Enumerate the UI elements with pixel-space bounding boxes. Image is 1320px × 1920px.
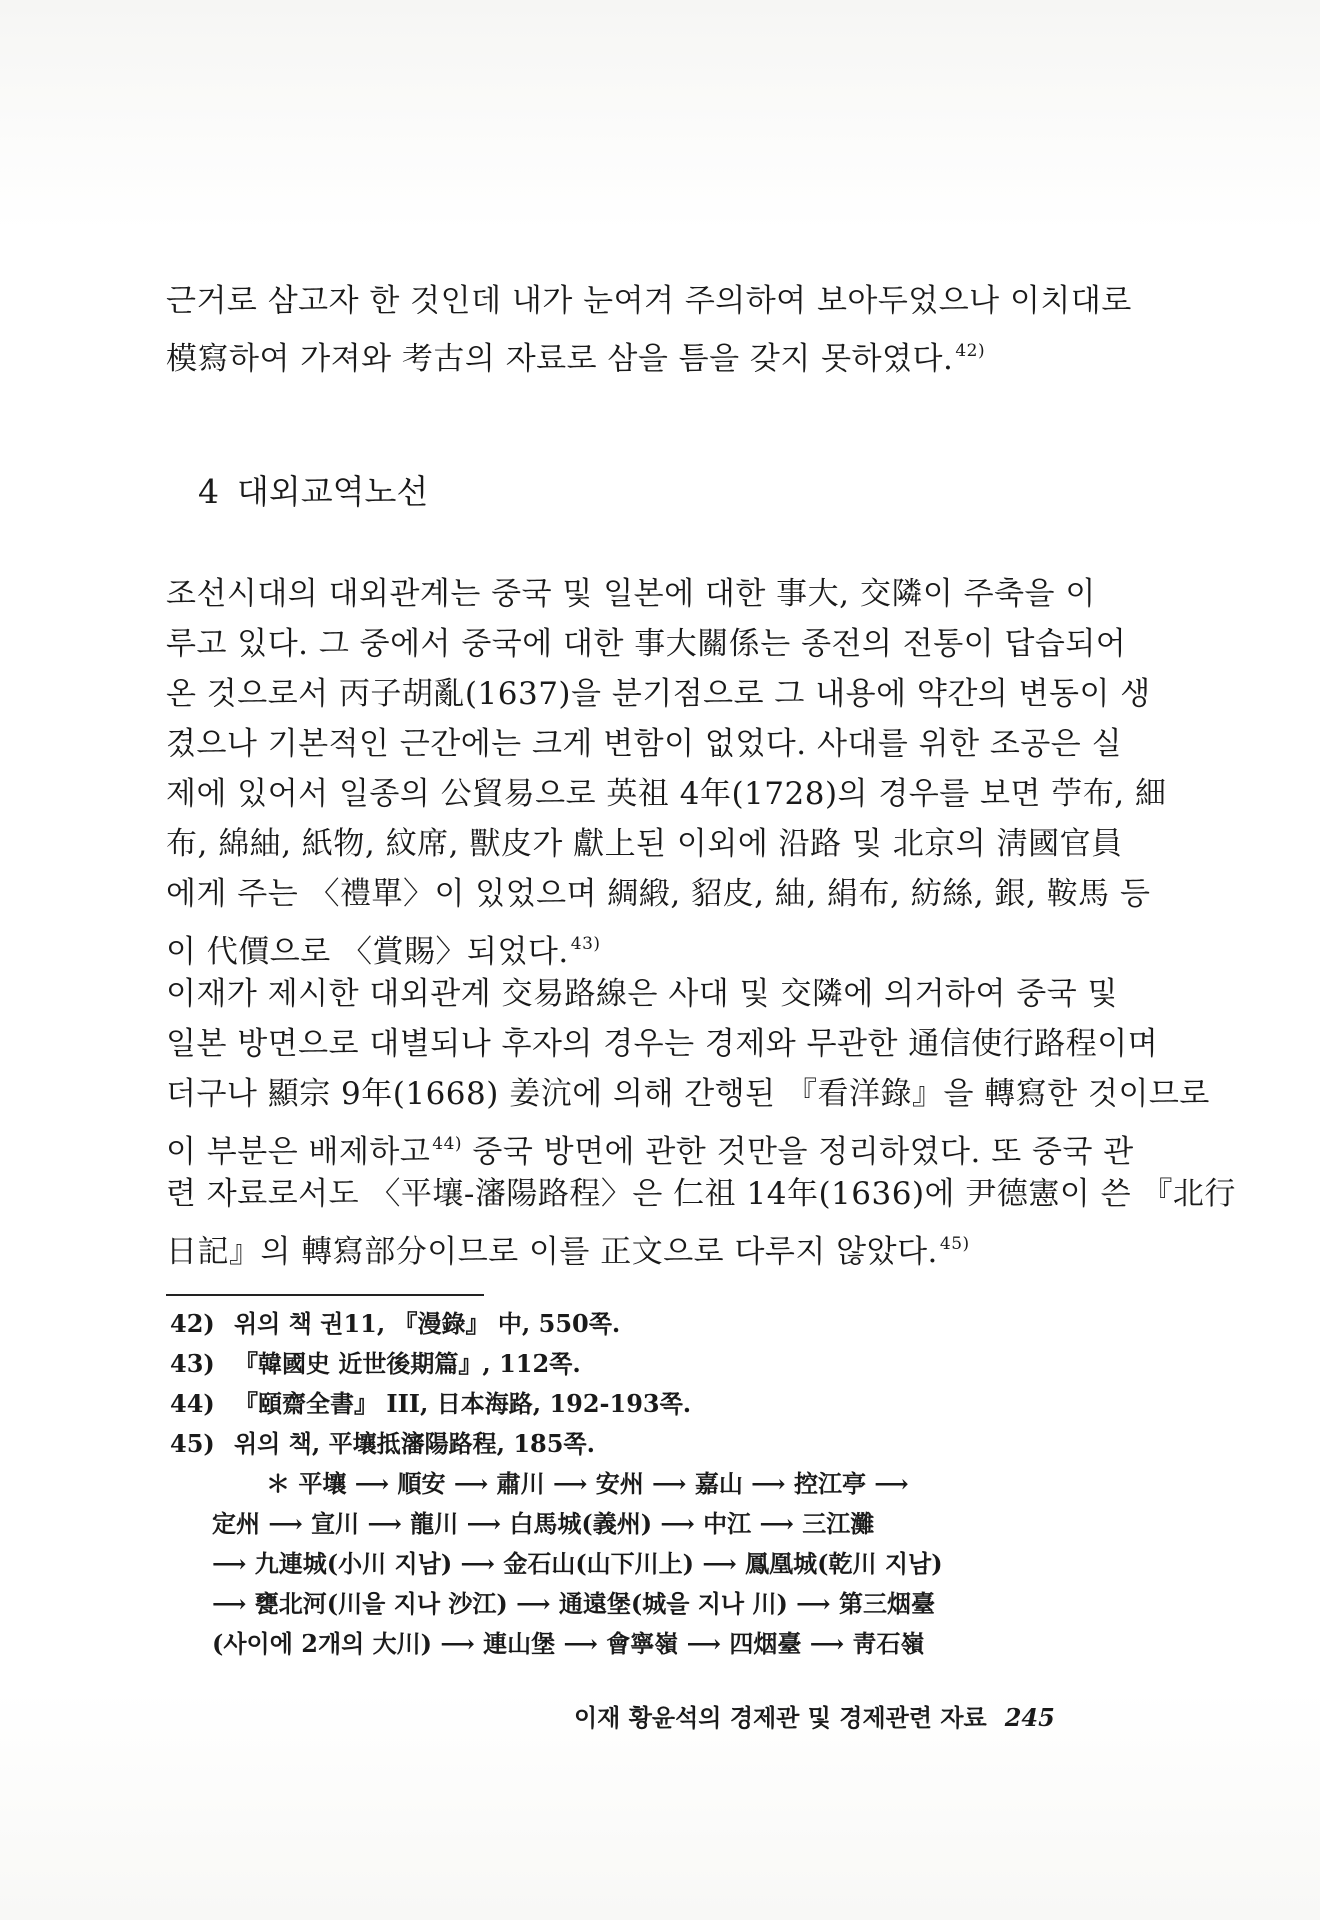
section-title: 대외교역노선 bbox=[237, 472, 429, 511]
section-heading bbox=[198, 470, 428, 514]
paragraph-2-line-4-post: 중국 방면에 관한 것만을 정리하였다. 또 중국 관 bbox=[462, 1134, 1134, 1170]
footnote-45-number: 45) bbox=[170, 1429, 215, 1458]
running-footer bbox=[574, 1702, 1055, 1734]
paragraph-1-line-8 bbox=[166, 924, 1126, 972]
footnote-42-number: 42) bbox=[170, 1309, 215, 1338]
footnote-ref-45: 45) bbox=[939, 1234, 970, 1254]
top-paragraph-line-1: 근거로 삼고자 한 것인데 내가 눈여겨 주의하여 보아두었으나 이치대로 bbox=[166, 283, 1132, 319]
route-row-4: ⟶ 甕北河(川을 지나 沙江) ⟶ 通遠堡(城을 지나 川) ⟶ 第三烟臺 bbox=[212, 1589, 935, 1618]
section-number: 4 bbox=[198, 472, 219, 511]
paragraph-1-line-4: 겼으나 기본적인 근간에는 크게 변함이 없었다. 사대를 위한 조공은 실 bbox=[166, 726, 1123, 762]
paragraph-1-line-2: 루고 있다. 그 중에서 중국에 대한 事大關係는 종전의 전통이 답습되어 bbox=[166, 626, 1127, 662]
paragraph-2-line-6-text: 日記』의 轉寫部分이므로 이를 正文으로 다루지 않았다. bbox=[166, 1234, 938, 1270]
footnote-45 bbox=[170, 1428, 595, 1460]
paragraph-2-line-4-pre: 이 부분은 배제하고 bbox=[166, 1134, 431, 1170]
paragraph-2-line-6 bbox=[166, 1224, 1126, 1272]
paragraph-1-line-5: 제에 있어서 일종의 公貿易으로 英祖 4年(1728)의 경우를 보면 苧布, 細 bbox=[166, 776, 1167, 812]
route-row-3: ⟶ 九連城(小川 지남) ⟶ 金石山(山下川上) ⟶ 鳳凰城(乾川 지남) bbox=[212, 1549, 943, 1578]
footnote-divider bbox=[166, 1294, 484, 1296]
route-row-1: ＊ 平壤 ⟶ 順安 ⟶ 肅川 ⟶ 安州 ⟶ 嘉山 ⟶ 控江亭 ⟶ bbox=[266, 1469, 909, 1498]
paragraph-1-line-1: 조선시대의 대외관계는 중국 및 일본에 대한 事大, 交隣이 주축을 이 bbox=[166, 576, 1096, 612]
footnote-43 bbox=[170, 1348, 581, 1380]
paragraph-2-line-3: 더구나 顯宗 9年(1668) 姜沆에 의해 간행된 『看洋錄』을 轉寫한 것이므로 bbox=[166, 1076, 1210, 1112]
footnote-45-text: 위의 책, 平壤抵瀋陽路程, 185쪽. bbox=[234, 1429, 595, 1458]
footnote-43-text: 『韓國史 近世後期篇』, 112쪽. bbox=[234, 1349, 581, 1378]
paragraph-2-line-1: 이재가 제시한 대외관계 交易路線은 사대 및 交隣에 의거하여 중국 및 bbox=[166, 976, 1118, 1012]
page-number: 245 bbox=[1004, 1703, 1055, 1732]
footnote-ref-44: 44) bbox=[432, 1134, 463, 1154]
footnote-43-number: 43) bbox=[170, 1349, 215, 1378]
footnote-ref-42: 42) bbox=[955, 341, 986, 361]
paragraph-1-line-8-text: 이 代價으로 〈賞賜〉되었다. bbox=[166, 934, 569, 970]
paragraph-1-line-7: 에게 주는 〈禮單〉이 있었으며 綢緞, 貂皮, 紬, 絹布, 紡絲, 銀, 鞍馬 등 bbox=[166, 876, 1151, 912]
route-row-5: (사이에 2개의 大川) ⟶ 連山堡 ⟶ 會寧嶺 ⟶ 四烟臺 ⟶ 靑石嶺 bbox=[212, 1629, 925, 1658]
paragraph-1-line-3: 온 것으로서 丙子胡亂(1637)을 분기점으로 그 내용에 약간의 변동이 생 bbox=[166, 676, 1151, 712]
paragraph-2-line-5: 련 자료로서도 〈平壤-瀋陽路程〉은 仁祖 14年(1636)에 尹德憲이 쓴 『北行 bbox=[166, 1176, 1236, 1212]
paragraph-1-line-6: 布, 綿紬, 紙物, 紋席, 獸皮가 獻上된 이외에 沿路 및 北京의 淸國官員 bbox=[166, 826, 1123, 862]
footnote-44-number: 44) bbox=[170, 1389, 215, 1418]
footnote-44-text: 『頤齋全書』 III, 日本海路, 192-193쪽. bbox=[234, 1389, 692, 1418]
footnote-ref-43: 43) bbox=[570, 934, 601, 954]
footnote-42 bbox=[170, 1308, 620, 1340]
footnote-44 bbox=[170, 1388, 691, 1420]
running-title: 이재 황윤석의 경제관 및 경제관련 자료 bbox=[574, 1703, 987, 1732]
footnote-42-text: 위의 책 권11, 『漫錄』 中, 550쪽. bbox=[234, 1309, 621, 1338]
top-paragraph-line-2 bbox=[166, 331, 1126, 379]
paragraph-2-line-2: 일본 방면으로 대별되나 후자의 경우는 경제와 무관한 通信使行路程이며 bbox=[166, 1026, 1159, 1062]
route-row-2: 定州 ⟶ 宣川 ⟶ 龍川 ⟶ 白馬城(義州) ⟶ 中江 ⟶ 三江灘 bbox=[212, 1509, 875, 1538]
paragraph-2-line-4 bbox=[166, 1124, 1134, 1172]
top-paragraph-line-2-text: 模寫하여 가져와 考古의 자료로 삼을 틈을 갖지 못하였다. bbox=[166, 341, 954, 377]
